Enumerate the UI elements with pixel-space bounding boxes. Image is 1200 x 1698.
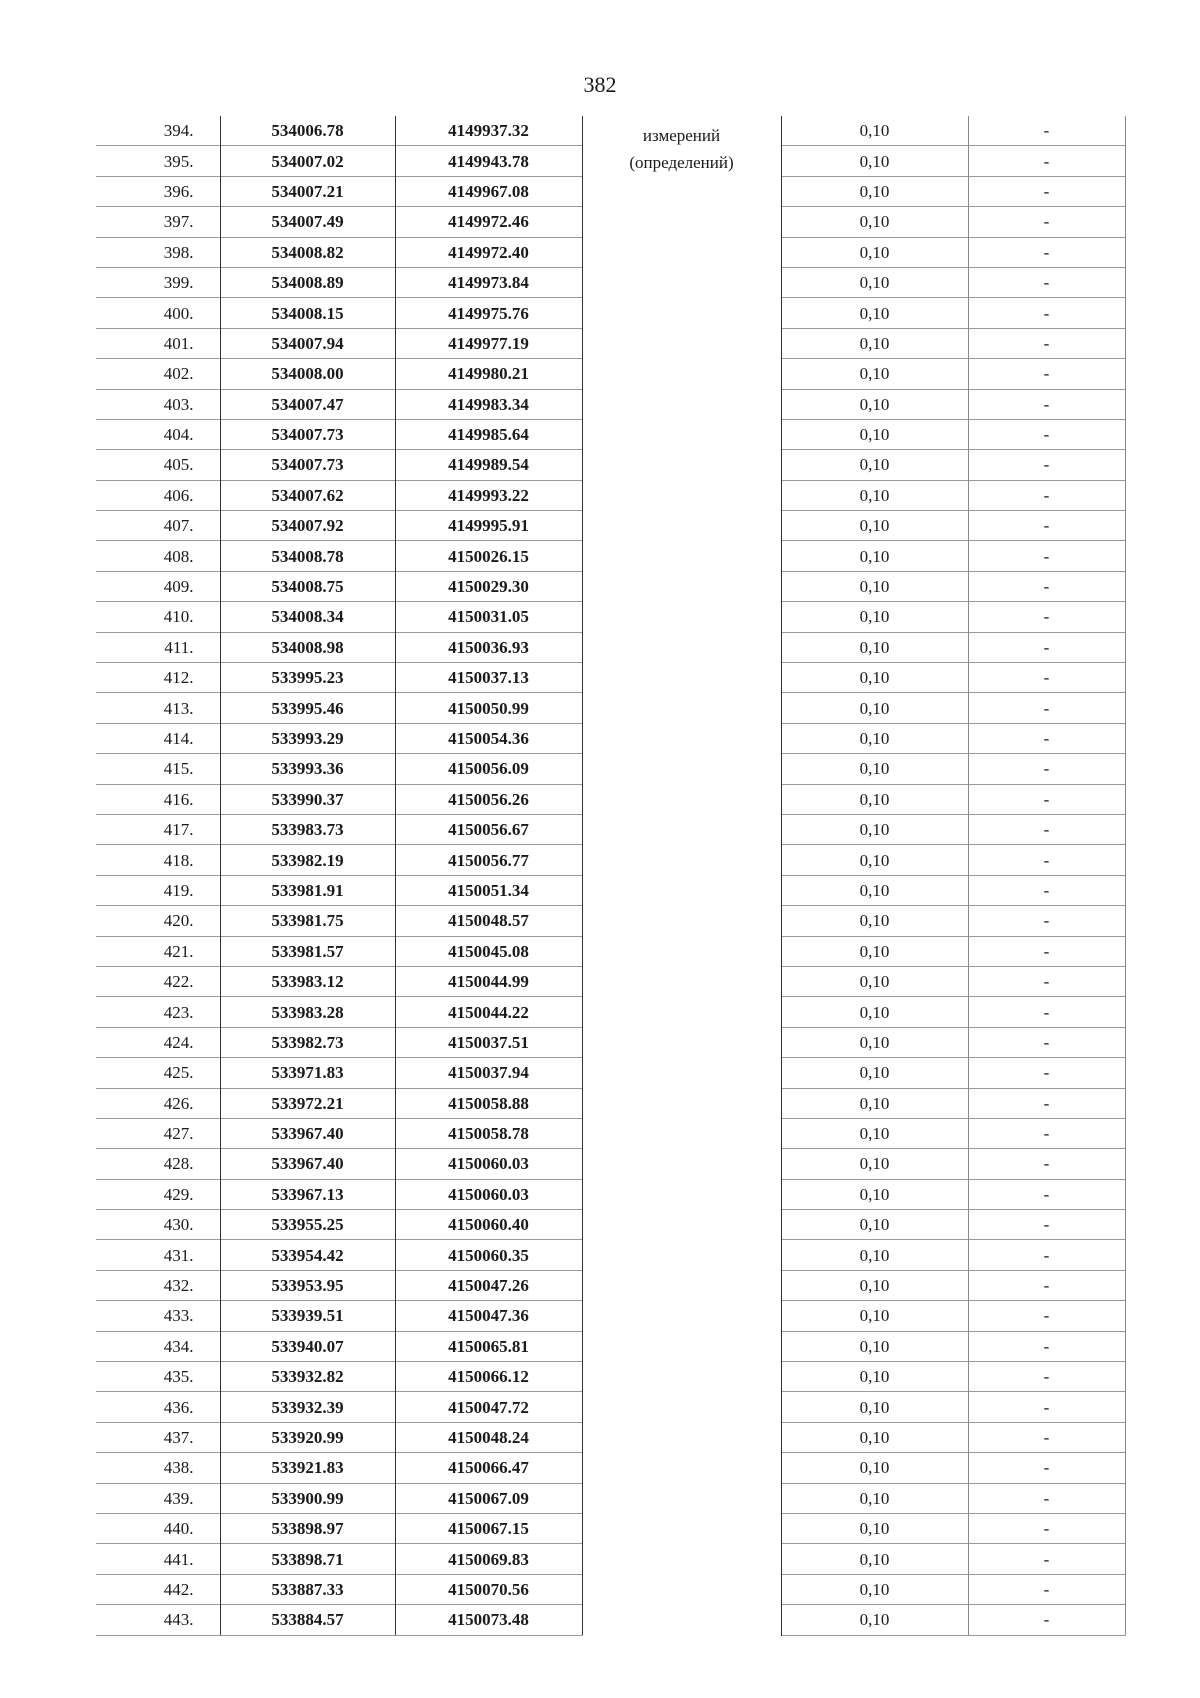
y-coordinate-cell: 4150070.56 [395, 1574, 582, 1604]
accuracy-cell: 0,10 [781, 480, 968, 510]
accuracy-cell: 0,10 [781, 541, 968, 571]
point-number-cell: 417. [96, 814, 220, 844]
y-coordinate-cell: 4150067.15 [395, 1513, 582, 1543]
accuracy-cell: 0,10 [781, 1118, 968, 1148]
note-cell: - [968, 359, 1125, 389]
x-coordinate-cell: 533971.83 [220, 1058, 395, 1088]
x-coordinate-cell: 533939.51 [220, 1301, 395, 1331]
x-coordinate-cell: 534007.47 [220, 389, 395, 419]
note-cell: - [968, 1149, 1125, 1179]
note-cell: - [968, 1088, 1125, 1118]
accuracy-cell: 0,10 [781, 784, 968, 814]
accuracy-cell: 0,10 [781, 1088, 968, 1118]
x-coordinate-cell: 534008.78 [220, 541, 395, 571]
point-number-cell: 395. [96, 146, 220, 176]
point-number-cell: 438. [96, 1453, 220, 1483]
y-coordinate-cell: 4149985.64 [395, 419, 582, 449]
note-cell: - [968, 1270, 1125, 1300]
x-coordinate-cell: 533898.71 [220, 1544, 395, 1574]
point-number-cell: 424. [96, 1027, 220, 1057]
y-coordinate-cell: 4150045.08 [395, 936, 582, 966]
x-coordinate-cell: 533884.57 [220, 1605, 395, 1635]
accuracy-cell: 0,10 [781, 450, 968, 480]
point-number-cell: 439. [96, 1483, 220, 1513]
point-number-cell: 428. [96, 1149, 220, 1179]
x-coordinate-cell: 534008.15 [220, 298, 395, 328]
x-coordinate-cell: 534007.62 [220, 480, 395, 510]
accuracy-cell: 0,10 [781, 298, 968, 328]
note-cell: - [968, 328, 1125, 358]
y-coordinate-cell: 4150060.40 [395, 1210, 582, 1240]
y-coordinate-cell: 4150056.77 [395, 845, 582, 875]
x-coordinate-cell: 533972.21 [220, 1088, 395, 1118]
accuracy-cell: 0,10 [781, 1422, 968, 1452]
note-cell: - [968, 1027, 1125, 1057]
note-cell: - [968, 1240, 1125, 1270]
method-text-line: (определений) [629, 153, 734, 173]
point-number-cell: 410. [96, 602, 220, 632]
point-number-cell: 416. [96, 784, 220, 814]
note-cell: - [968, 1118, 1125, 1148]
x-coordinate-cell: 533995.46 [220, 693, 395, 723]
x-coordinate-cell: 533981.91 [220, 875, 395, 905]
note-cell: - [968, 632, 1125, 662]
point-number-cell: 403. [96, 389, 220, 419]
y-coordinate-cell: 4150066.47 [395, 1453, 582, 1483]
accuracy-cell: 0,10 [781, 754, 968, 784]
accuracy-cell: 0,10 [781, 966, 968, 996]
y-coordinate-cell: 4150044.22 [395, 997, 582, 1027]
accuracy-cell: 0,10 [781, 1392, 968, 1422]
y-coordinate-cell: 4149995.91 [395, 511, 582, 541]
y-coordinate-cell: 4150069.83 [395, 1544, 582, 1574]
accuracy-cell: 0,10 [781, 176, 968, 206]
note-cell: - [968, 116, 1125, 146]
x-coordinate-cell: 533921.83 [220, 1453, 395, 1483]
point-number-cell: 443. [96, 1605, 220, 1635]
y-coordinate-cell: 4149973.84 [395, 267, 582, 297]
accuracy-cell: 0,10 [781, 1027, 968, 1057]
accuracy-cell: 0,10 [781, 1058, 968, 1088]
coordinates-table-body [96, 116, 1125, 1635]
note-cell: - [968, 1058, 1125, 1088]
accuracy-cell: 0,10 [781, 1483, 968, 1513]
accuracy-cell: 0,10 [781, 845, 968, 875]
note-cell: - [968, 814, 1125, 844]
note-cell: - [968, 450, 1125, 480]
point-number-cell: 425. [96, 1058, 220, 1088]
accuracy-cell: 0,10 [781, 997, 968, 1027]
y-coordinate-cell: 4149993.22 [395, 480, 582, 510]
note-cell: - [968, 754, 1125, 784]
x-coordinate-cell: 534007.94 [220, 328, 395, 358]
accuracy-cell: 0,10 [781, 1453, 968, 1483]
accuracy-cell: 0,10 [781, 419, 968, 449]
y-coordinate-cell: 4149943.78 [395, 146, 582, 176]
note-cell: - [968, 845, 1125, 875]
point-number-cell: 429. [96, 1179, 220, 1209]
accuracy-cell: 0,10 [781, 237, 968, 267]
accuracy-cell: 0,10 [781, 1240, 968, 1270]
y-coordinate-cell: 4150054.36 [395, 723, 582, 753]
point-number-cell: 432. [96, 1270, 220, 1300]
y-coordinate-cell: 4150037.51 [395, 1027, 582, 1057]
accuracy-cell: 0,10 [781, 663, 968, 693]
y-coordinate-cell: 4150056.26 [395, 784, 582, 814]
y-coordinate-cell: 4149972.46 [395, 207, 582, 237]
x-coordinate-cell: 533955.25 [220, 1210, 395, 1240]
y-coordinate-cell: 4150073.48 [395, 1605, 582, 1635]
note-cell: - [968, 1301, 1125, 1331]
x-coordinate-cell: 533990.37 [220, 784, 395, 814]
note-cell: - [968, 906, 1125, 936]
x-coordinate-cell: 534008.89 [220, 267, 395, 297]
note-cell: - [968, 723, 1125, 753]
accuracy-cell: 0,10 [781, 116, 968, 146]
x-coordinate-cell: 534008.82 [220, 237, 395, 267]
accuracy-cell: 0,10 [781, 1362, 968, 1392]
note-cell: - [968, 784, 1125, 814]
table-row [96, 116, 1125, 146]
accuracy-cell: 0,10 [781, 723, 968, 753]
x-coordinate-cell: 534008.00 [220, 359, 395, 389]
point-number-cell: 407. [96, 511, 220, 541]
y-coordinate-cell: 4149975.76 [395, 298, 582, 328]
x-coordinate-cell: 533983.28 [220, 997, 395, 1027]
y-coordinate-cell: 4149972.40 [395, 237, 582, 267]
y-coordinate-cell: 4150037.94 [395, 1058, 582, 1088]
note-cell: - [968, 1179, 1125, 1209]
y-coordinate-cell: 4150058.78 [395, 1118, 582, 1148]
x-coordinate-cell: 533993.29 [220, 723, 395, 753]
y-coordinate-cell: 4150051.34 [395, 875, 582, 905]
y-coordinate-cell: 4150056.67 [395, 814, 582, 844]
page-number: 382 [583, 72, 617, 97]
y-coordinate-cell: 4150058.88 [395, 1088, 582, 1118]
x-coordinate-cell: 533940.07 [220, 1331, 395, 1361]
point-number-cell: 411. [96, 632, 220, 662]
y-coordinate-cell: 4150047.72 [395, 1392, 582, 1422]
y-coordinate-cell: 4150047.36 [395, 1301, 582, 1331]
note-cell: - [968, 997, 1125, 1027]
note-cell: - [968, 1574, 1125, 1604]
accuracy-cell: 0,10 [781, 511, 968, 541]
point-number-cell: 422. [96, 966, 220, 996]
y-coordinate-cell: 4150067.09 [395, 1483, 582, 1513]
note-cell: - [968, 1422, 1125, 1452]
y-coordinate-cell: 4150048.57 [395, 906, 582, 936]
note-cell: - [968, 511, 1125, 541]
accuracy-cell: 0,10 [781, 1179, 968, 1209]
note-cell: - [968, 1331, 1125, 1361]
x-coordinate-cell: 533898.97 [220, 1513, 395, 1543]
note-cell: - [968, 1453, 1125, 1483]
accuracy-cell: 0,10 [781, 906, 968, 936]
note-cell: - [968, 207, 1125, 237]
note-cell: - [968, 875, 1125, 905]
point-number-cell: 415. [96, 754, 220, 784]
point-number-cell: 402. [96, 359, 220, 389]
accuracy-cell: 0,10 [781, 1270, 968, 1300]
x-coordinate-cell: 534007.73 [220, 450, 395, 480]
note-cell: - [968, 480, 1125, 510]
note-cell: - [968, 237, 1125, 267]
note-cell: - [968, 602, 1125, 632]
note-cell: - [968, 541, 1125, 571]
note-cell: - [968, 419, 1125, 449]
point-number-cell: 412. [96, 663, 220, 693]
accuracy-cell: 0,10 [781, 389, 968, 419]
x-coordinate-cell: 533982.73 [220, 1027, 395, 1057]
x-coordinate-cell: 533983.12 [220, 966, 395, 996]
y-coordinate-cell: 4150060.03 [395, 1149, 582, 1179]
note-cell: - [968, 936, 1125, 966]
accuracy-cell: 0,10 [781, 1149, 968, 1179]
point-number-cell: 396. [96, 176, 220, 206]
point-number-cell: 423. [96, 997, 220, 1027]
note-cell: - [968, 1210, 1125, 1240]
x-coordinate-cell: 533900.99 [220, 1483, 395, 1513]
accuracy-cell: 0,10 [781, 328, 968, 358]
accuracy-cell: 0,10 [781, 602, 968, 632]
note-cell: - [968, 1362, 1125, 1392]
method-text-line: измерений [642, 126, 721, 145]
y-coordinate-cell: 4149977.19 [395, 328, 582, 358]
x-coordinate-cell: 534007.92 [220, 511, 395, 541]
point-number-cell: 405. [96, 450, 220, 480]
accuracy-cell: 0,10 [781, 1574, 968, 1604]
point-number-cell: 434. [96, 1331, 220, 1361]
accuracy-cell: 0,10 [781, 936, 968, 966]
accuracy-cell: 0,10 [781, 1513, 968, 1543]
note-cell: - [968, 966, 1125, 996]
x-coordinate-cell: 533967.13 [220, 1179, 395, 1209]
point-number-cell: 400. [96, 298, 220, 328]
note-cell: - [968, 1392, 1125, 1422]
accuracy-cell: 0,10 [781, 207, 968, 237]
point-number-cell: 442. [96, 1574, 220, 1604]
point-number-cell: 419. [96, 875, 220, 905]
y-coordinate-cell: 4150060.35 [395, 1240, 582, 1270]
x-coordinate-cell: 533967.40 [220, 1118, 395, 1148]
x-coordinate-cell: 534008.98 [220, 632, 395, 662]
point-number-cell: 404. [96, 419, 220, 449]
accuracy-cell: 0,10 [781, 693, 968, 723]
point-number-cell: 408. [96, 541, 220, 571]
note-cell: - [968, 663, 1125, 693]
point-number-cell: 426. [96, 1088, 220, 1118]
note-cell: - [968, 389, 1125, 419]
point-number-cell: 414. [96, 723, 220, 753]
accuracy-cell: 0,10 [781, 1331, 968, 1361]
y-coordinate-cell: 4150037.13 [395, 663, 582, 693]
x-coordinate-cell: 534007.02 [220, 146, 395, 176]
note-cell: - [968, 1483, 1125, 1513]
y-coordinate-cell: 4150060.03 [395, 1179, 582, 1209]
x-coordinate-cell: 533983.73 [220, 814, 395, 844]
x-coordinate-cell: 533953.95 [220, 1270, 395, 1300]
point-number-cell: 406. [96, 480, 220, 510]
y-coordinate-cell: 4150044.99 [395, 966, 582, 996]
point-number-cell: 413. [96, 693, 220, 723]
point-number-cell: 397. [96, 207, 220, 237]
point-number-cell: 440. [96, 1513, 220, 1543]
accuracy-cell: 0,10 [781, 146, 968, 176]
x-coordinate-cell: 533993.36 [220, 754, 395, 784]
y-coordinate-cell: 4149937.32 [395, 116, 582, 146]
x-coordinate-cell: 533967.40 [220, 1149, 395, 1179]
y-coordinate-cell: 4149980.21 [395, 359, 582, 389]
accuracy-cell: 0,10 [781, 875, 968, 905]
y-coordinate-cell: 4150026.15 [395, 541, 582, 571]
y-coordinate-cell: 4150036.93 [395, 632, 582, 662]
y-coordinate-cell: 4150047.26 [395, 1270, 582, 1300]
x-coordinate-cell: 534007.21 [220, 176, 395, 206]
y-coordinate-cell: 4150031.05 [395, 602, 582, 632]
point-number-cell: 437. [96, 1422, 220, 1452]
point-number-cell: 431. [96, 1240, 220, 1270]
accuracy-cell: 0,10 [781, 359, 968, 389]
accuracy-cell: 0,10 [781, 267, 968, 297]
point-number-cell: 430. [96, 1210, 220, 1240]
coordinates-table [96, 116, 1126, 1636]
accuracy-cell: 0,10 [781, 814, 968, 844]
accuracy-cell: 0,10 [781, 1210, 968, 1240]
x-coordinate-cell: 534007.49 [220, 207, 395, 237]
x-coordinate-cell: 533981.57 [220, 936, 395, 966]
note-cell: - [968, 267, 1125, 297]
x-coordinate-cell: 533995.23 [220, 663, 395, 693]
point-number-cell: 427. [96, 1118, 220, 1148]
x-coordinate-cell: 533920.99 [220, 1422, 395, 1452]
note-cell: - [968, 146, 1125, 176]
x-coordinate-cell: 534007.73 [220, 419, 395, 449]
point-number-cell: 436. [96, 1392, 220, 1422]
note-cell: - [968, 693, 1125, 723]
note-cell: - [968, 571, 1125, 601]
x-coordinate-cell: 533982.19 [220, 845, 395, 875]
point-number-cell: 401. [96, 328, 220, 358]
point-number-cell: 398. [96, 237, 220, 267]
method-cell [582, 116, 781, 1635]
note-cell: - [968, 1513, 1125, 1543]
x-coordinate-cell: 533981.75 [220, 906, 395, 936]
accuracy-cell: 0,10 [781, 632, 968, 662]
y-coordinate-cell: 4150065.81 [395, 1331, 582, 1361]
note-cell: - [968, 176, 1125, 206]
y-coordinate-cell: 4150029.30 [395, 571, 582, 601]
x-coordinate-cell: 534006.78 [220, 116, 395, 146]
point-number-cell: 420. [96, 906, 220, 936]
x-coordinate-cell: 534008.34 [220, 602, 395, 632]
note-cell: - [968, 1544, 1125, 1574]
accuracy-cell: 0,10 [781, 1544, 968, 1574]
y-coordinate-cell: 4149989.54 [395, 450, 582, 480]
y-coordinate-cell: 4150050.99 [395, 693, 582, 723]
y-coordinate-cell: 4150056.09 [395, 754, 582, 784]
x-coordinate-cell: 533954.42 [220, 1240, 395, 1270]
accuracy-cell: 0,10 [781, 1605, 968, 1635]
accuracy-cell: 0,10 [781, 1301, 968, 1331]
point-number-cell: 441. [96, 1544, 220, 1574]
point-number-cell: 409. [96, 571, 220, 601]
point-number-cell: 435. [96, 1362, 220, 1392]
accuracy-cell: 0,10 [781, 571, 968, 601]
y-coordinate-cell: 4150048.24 [395, 1422, 582, 1452]
x-coordinate-cell: 533932.39 [220, 1392, 395, 1422]
x-coordinate-cell: 533932.82 [220, 1362, 395, 1392]
note-cell: - [968, 298, 1125, 328]
point-number-cell: 418. [96, 845, 220, 875]
point-number-cell: 394. [96, 116, 220, 146]
y-coordinate-cell: 4150066.12 [395, 1362, 582, 1392]
point-number-cell: 421. [96, 936, 220, 966]
y-coordinate-cell: 4149983.34 [395, 389, 582, 419]
point-number-cell: 399. [96, 267, 220, 297]
note-cell: - [968, 1605, 1125, 1635]
x-coordinate-cell: 534008.75 [220, 571, 395, 601]
point-number-cell: 433. [96, 1301, 220, 1331]
x-coordinate-cell: 533887.33 [220, 1574, 395, 1604]
y-coordinate-cell: 4149967.08 [395, 176, 582, 206]
